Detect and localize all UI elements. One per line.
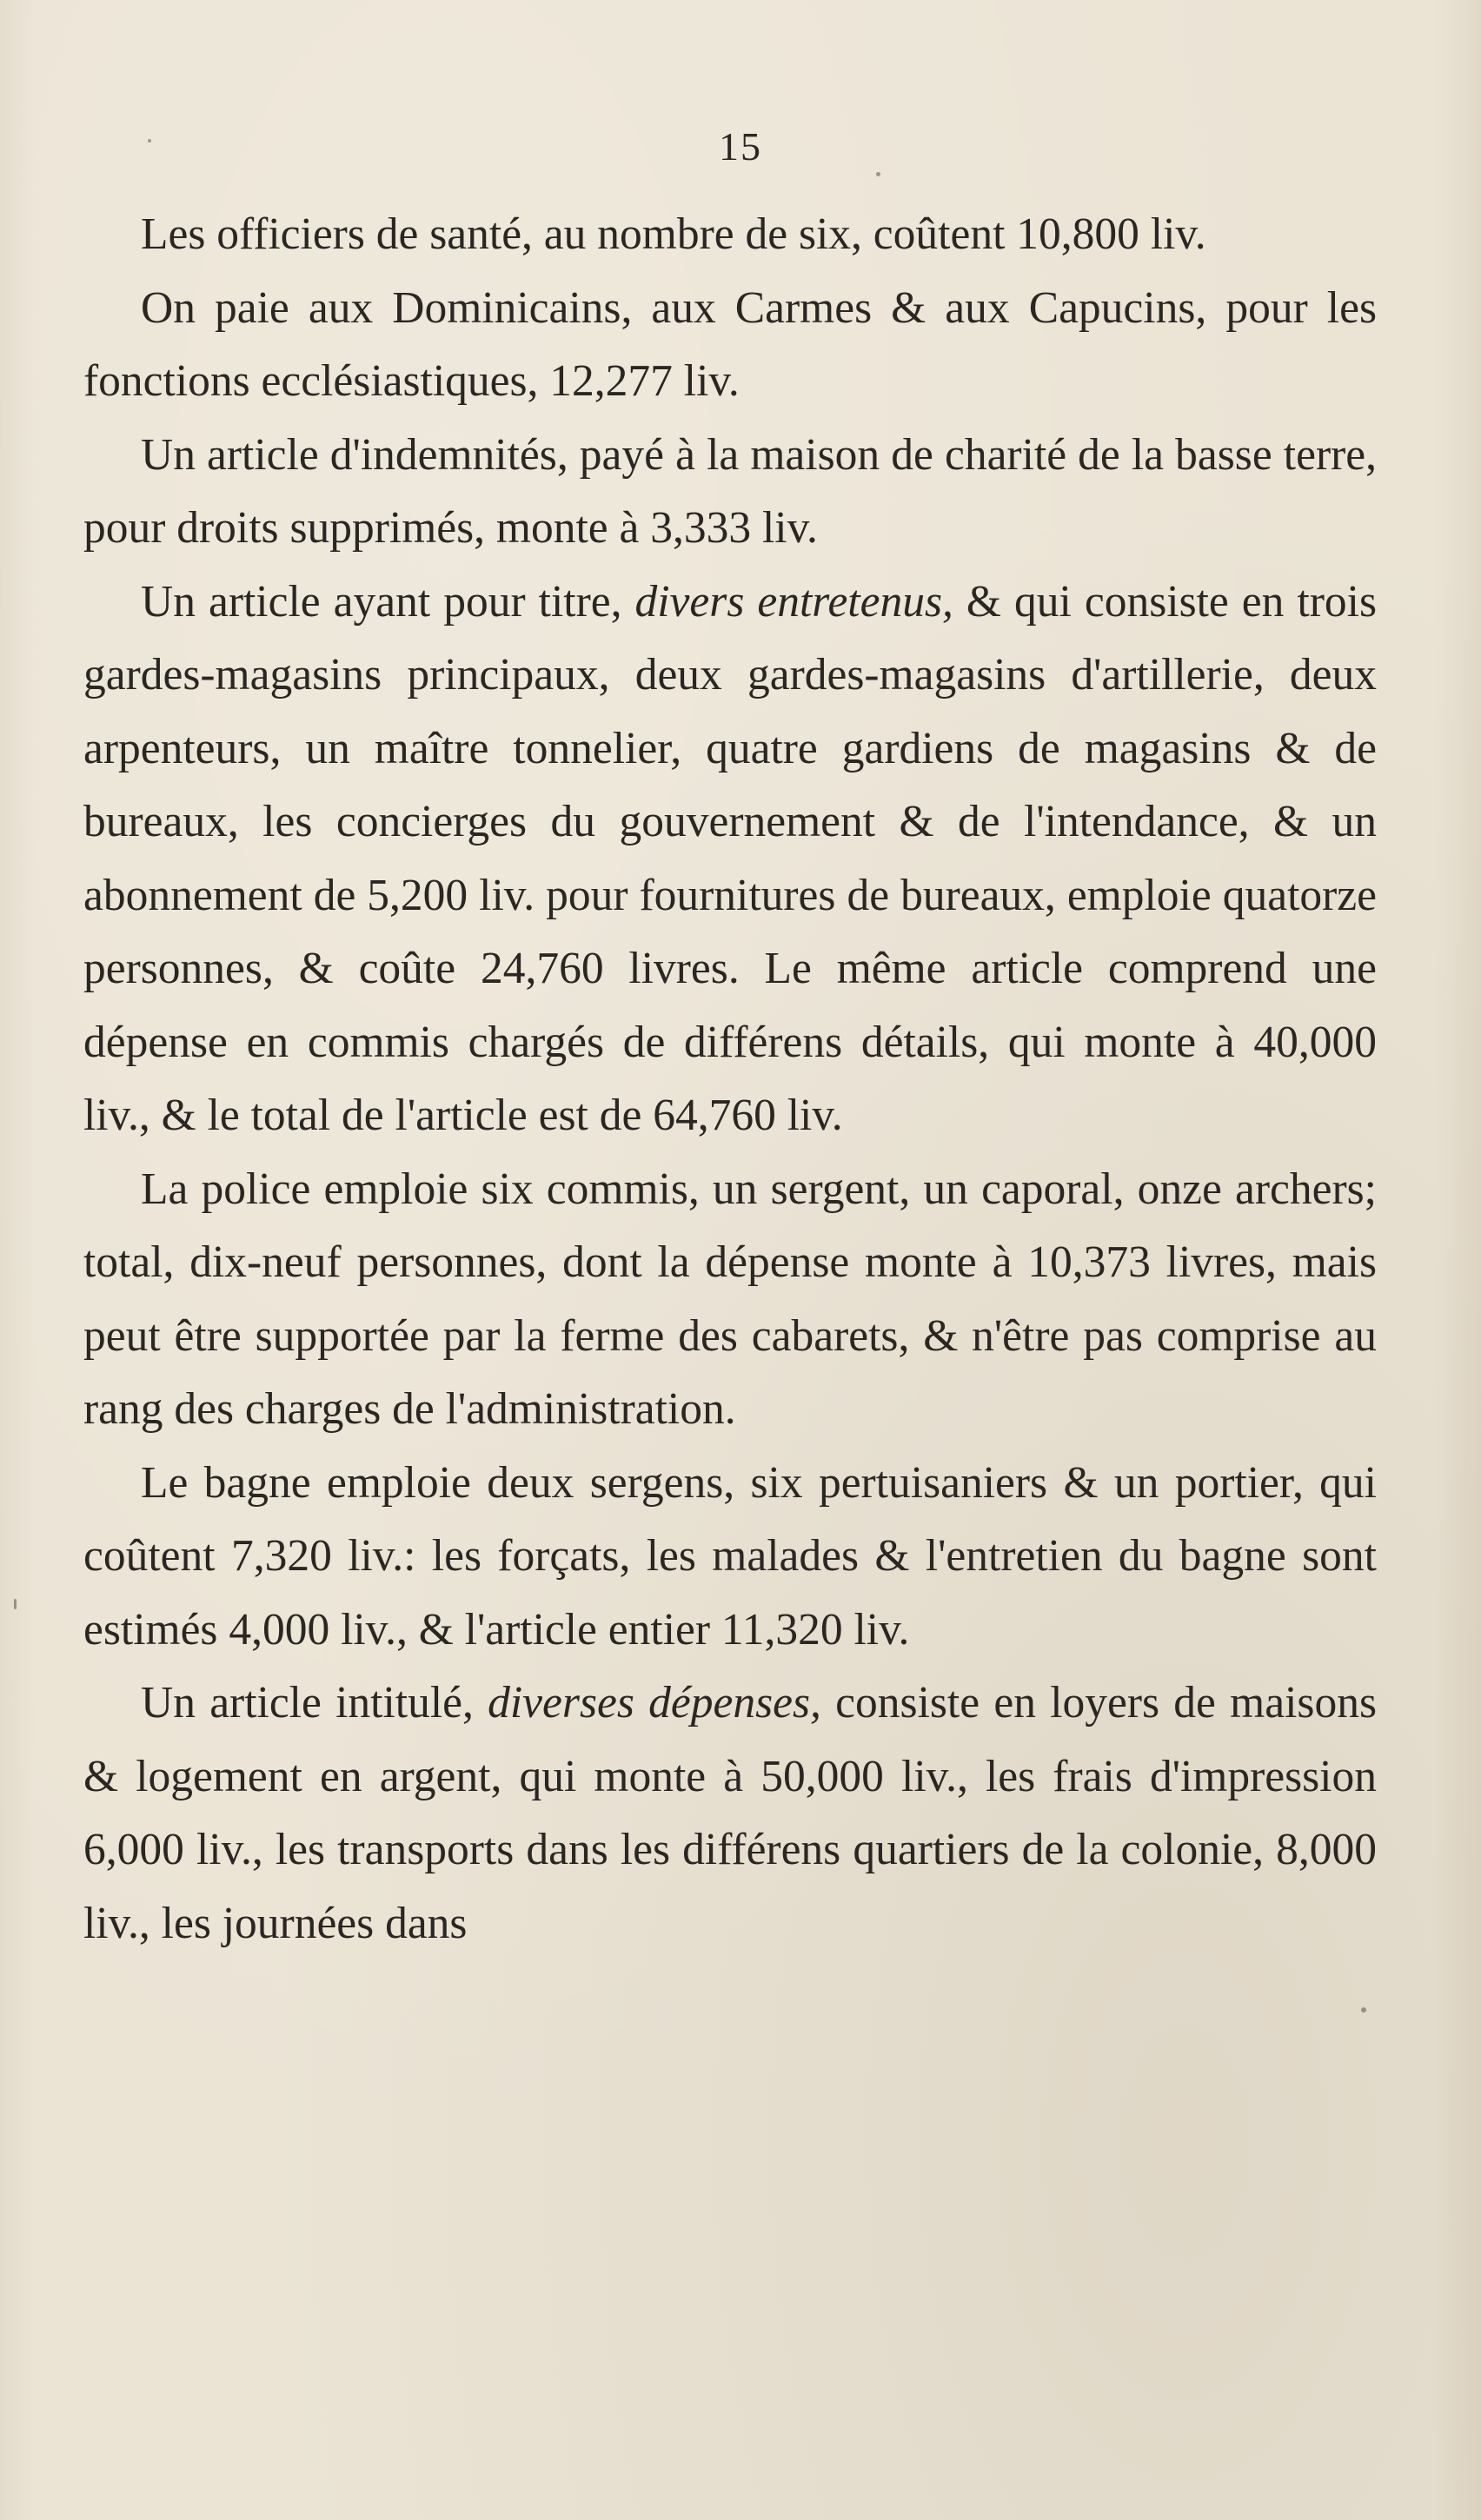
paragraph-text: Un article ayant pour titre,	[141, 576, 635, 627]
paragraph-health-officers: Les officiers de santé, au nombre de six, coûtent 10,800 liv.	[141, 209, 1206, 259]
paragraph-divers-entretenus	[83, 566, 1377, 1153]
paragraph-police: La police emploie six commis, un sergent, un caporal, onze archers; total, dix-neuf personnes, dont la dépense monte à 10,373 livres, mais peut être supportée par la ferme des cabarets, & n'être pas comprise au rang des charges de l'administration.	[83, 1164, 1377, 1434]
italic-title: divers entretenus,	[634, 576, 953, 627]
body-text	[83, 198, 1377, 1960]
page-number: 15	[719, 124, 762, 169]
paragraph-bagne: Le bagne emploie deux sergens, six pertuisaniers & un portier, qui coûtent 7,320 liv.: les forçats, les malades & l'entretien du bagne sont estimés 4,000 liv., & l'article entier 11,320 liv.	[83, 1457, 1377, 1655]
paper-speck	[148, 139, 151, 143]
paragraph-indemnities: Un article d'indemnités, payé à la maison de charité de la basse terre, pour droits supprimés, monte à 3,333 liv.	[83, 429, 1377, 553]
paragraph-religious-orders: On paie aux Dominicains, aux Carmes & aux Capucins, pour les fonctions ecclésiastiques, 12,277 liv.	[83, 282, 1377, 406]
paragraph-text: Un article intitulé,	[141, 1678, 488, 1728]
paper-speck	[1361, 2007, 1366, 2013]
paragraph-diverses-depenses	[83, 1667, 1377, 1960]
paragraph-text: & qui consiste en trois gardes-magasins principaux, deux gardes-magasins d'artillerie, deux arpenteurs, un maître tonnelier, quatre gardiens de magasins & de bureaux, les concierges du gouvernement & de l'intendance, & un abonnement de 5,200 liv. pour fournitures de bureaux, emploie quatorze personnes, & coûte 24,760 livres. Le même article comprend une dépense en commis chargés de différens détails, qui monte à 40,000 liv., & le total de l'article est de 64,760 liv.	[83, 576, 1378, 1140]
paper-speck	[876, 172, 880, 176]
paragraph-text: consiste en loyers de maisons & logement en argent, qui monte à 50,000 liv., les frais d'impression 6,000 liv., les transports dans les différens quartiers de la colonie, 8,000 liv., les journées dans	[83, 1678, 1377, 1948]
paper-speck	[14, 1599, 17, 1609]
paper-speck	[130, 669, 134, 673]
italic-title: diverses dépenses,	[488, 1678, 821, 1728]
